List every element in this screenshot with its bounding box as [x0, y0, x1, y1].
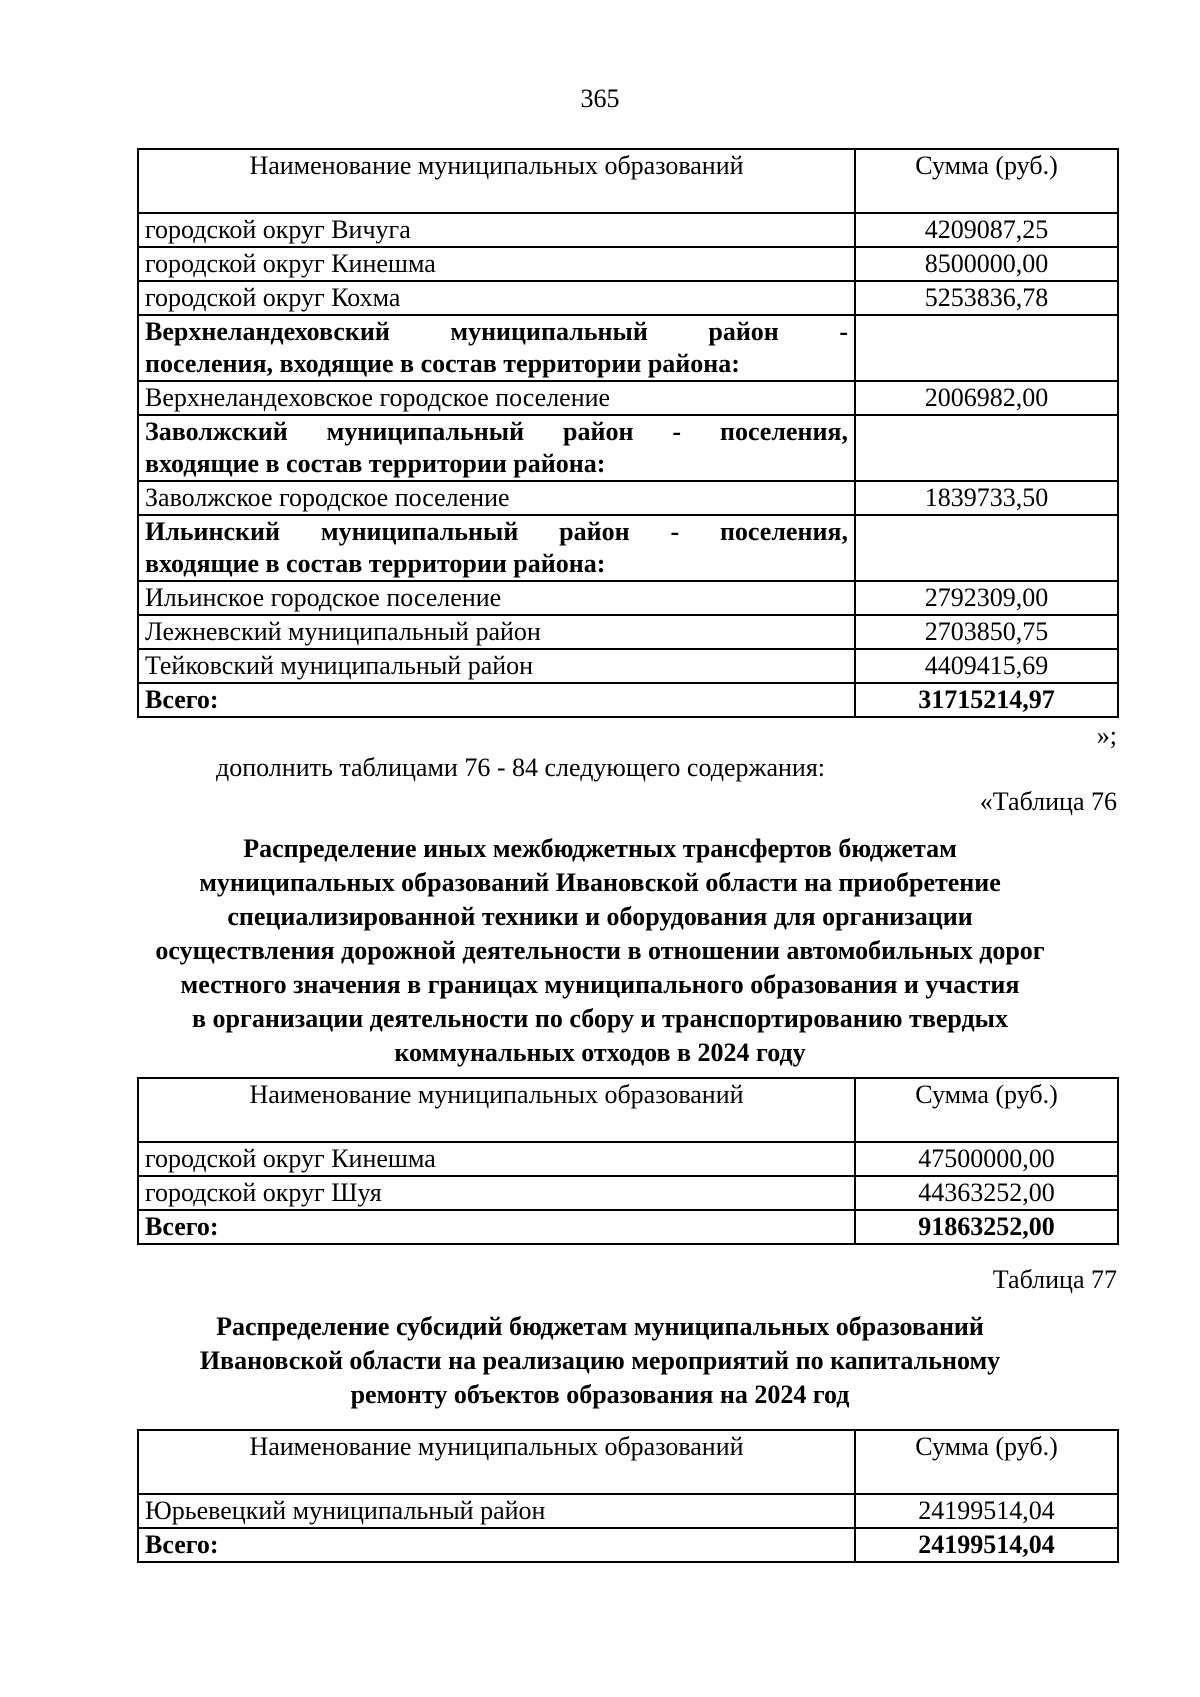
- total-label: Всего:: [138, 1528, 855, 1562]
- row-sum: [855, 315, 1118, 381]
- row-sum: 24199514,04: [855, 1494, 1118, 1528]
- row-sum: 2006982,00: [855, 381, 1118, 415]
- table-row: [138, 1176, 1118, 1210]
- title-line: специализированной техники и оборудования для организации: [227, 902, 973, 931]
- row-sum: [855, 415, 1118, 481]
- title-line: Распределение субсидий бюджетам муниципальных образований: [216, 1312, 984, 1341]
- table-total-row: [138, 1528, 1118, 1562]
- table-77: [137, 1429, 1119, 1563]
- column-header-sum: Сумма (руб.): [855, 149, 1118, 213]
- row-sum: 1839733,50: [855, 481, 1118, 515]
- table76-label: «Таблица 76: [979, 787, 1117, 816]
- total-sum: 31715214,97: [855, 683, 1118, 717]
- row-name: Ильинское городское поселение: [138, 581, 855, 615]
- row-name: городской округ Кинешма: [138, 247, 855, 281]
- row-sum: 47500000,00: [855, 1142, 1118, 1176]
- row-name: городской округ Вичуга: [138, 213, 855, 247]
- table-header-row: [138, 149, 1118, 213]
- row-sum: [855, 515, 1118, 581]
- total-sum: 24199514,04: [855, 1528, 1118, 1562]
- group-heading: [138, 315, 855, 381]
- title-line: в организации деятельности по сбору и транспортированию твердых: [192, 1004, 1008, 1033]
- page-number: 365: [580, 84, 620, 113]
- table76-title: [120, 832, 1080, 1070]
- title-line: муниципальных образований Ивановской области на приобретение: [199, 868, 1001, 897]
- row-name: Тейковский муниципальный район: [138, 649, 855, 683]
- table-row: [138, 281, 1118, 315]
- row-sum: 8500000,00: [855, 247, 1118, 281]
- title-line: осуществления дорожной деятельности в отношении автомобильных дорог: [155, 936, 1045, 965]
- row-sum: 5253836,78: [855, 281, 1118, 315]
- title-line: ремонту объектов образования на 2024 год: [350, 1380, 850, 1409]
- title-line: местного значения в границах муниципального образования и участия: [180, 970, 1020, 999]
- row-sum: 44363252,00: [855, 1176, 1118, 1210]
- table-header-row: [138, 1430, 1118, 1494]
- column-header-name: Наименование муниципальных образований: [138, 149, 855, 213]
- row-name: городской округ Шуя: [138, 1176, 855, 1210]
- total-label: Всего:: [138, 683, 855, 717]
- row-name: Заволжское городское поселение: [138, 481, 855, 515]
- group-heading-line1: Заволжский муниципальный район - поселения,: [145, 417, 848, 446]
- total-label: Всего:: [138, 1210, 855, 1244]
- table-group-row: [138, 515, 1118, 581]
- group-heading: [138, 515, 855, 581]
- group-heading: [138, 415, 855, 481]
- amendment-text: дополнить таблицами 76 - 84 следующего содержания:: [216, 753, 826, 782]
- table-group-row: [138, 415, 1118, 481]
- table-row: [138, 1142, 1118, 1176]
- table-row: [138, 649, 1118, 683]
- column-header-name: Наименование муниципальных образований: [138, 1430, 855, 1494]
- table-group-row: [138, 315, 1118, 381]
- title-line: коммунальных отходов в 2024 году: [394, 1038, 806, 1067]
- row-name: городской округ Кохма: [138, 281, 855, 315]
- table-header-row: [138, 1078, 1118, 1142]
- table77-label: Таблица 77: [992, 1265, 1117, 1294]
- table-row: [138, 581, 1118, 615]
- column-header-sum: Сумма (руб.): [855, 1430, 1118, 1494]
- row-name: городской округ Кинешма: [138, 1142, 855, 1176]
- row-sum: 4409415,69: [855, 649, 1118, 683]
- row-sum: 2703850,75: [855, 615, 1118, 649]
- total-sum: 91863252,00: [855, 1210, 1118, 1244]
- table-total-row: [138, 1210, 1118, 1244]
- table-row: [138, 381, 1118, 415]
- table-row: [138, 213, 1118, 247]
- title-line: Распределение иных межбюджетных трансфертов бюджетам: [243, 834, 957, 863]
- row-name: Верхнеландеховское городское поселение: [138, 381, 855, 415]
- column-header-sum: Сумма (руб.): [855, 1078, 1118, 1142]
- group-heading-line1: Верхнеландеховский муниципальный район -: [145, 317, 848, 346]
- group-heading-line2: поселения, входящие в состав территории района:: [145, 349, 740, 378]
- row-name: Юрьевецкий муниципальный район: [138, 1494, 855, 1528]
- table-row: [138, 615, 1118, 649]
- table77-title: [120, 1310, 1080, 1412]
- table-row: [138, 247, 1118, 281]
- column-header-name: Наименование муниципальных образований: [138, 1078, 855, 1142]
- group-heading-line2: входящие в состав территории района:: [145, 549, 606, 578]
- table-76: [137, 1077, 1119, 1245]
- closing-quote: »;: [1096, 721, 1117, 750]
- group-heading-line2: входящие в состав территории района:: [145, 449, 606, 478]
- group-heading-line1: Ильинский муниципальный район - поселения,: [145, 517, 848, 546]
- title-line: Ивановской области на реализацию мероприятий по капитальному: [199, 1346, 1001, 1375]
- table-row: [138, 1494, 1118, 1528]
- row-sum: 4209087,25: [855, 213, 1118, 247]
- table-total-row: [138, 683, 1118, 717]
- table-row: [138, 481, 1118, 515]
- row-name: Лежневский муниципальный район: [138, 615, 855, 649]
- table-continuation: [137, 148, 1119, 718]
- row-sum: 2792309,00: [855, 581, 1118, 615]
